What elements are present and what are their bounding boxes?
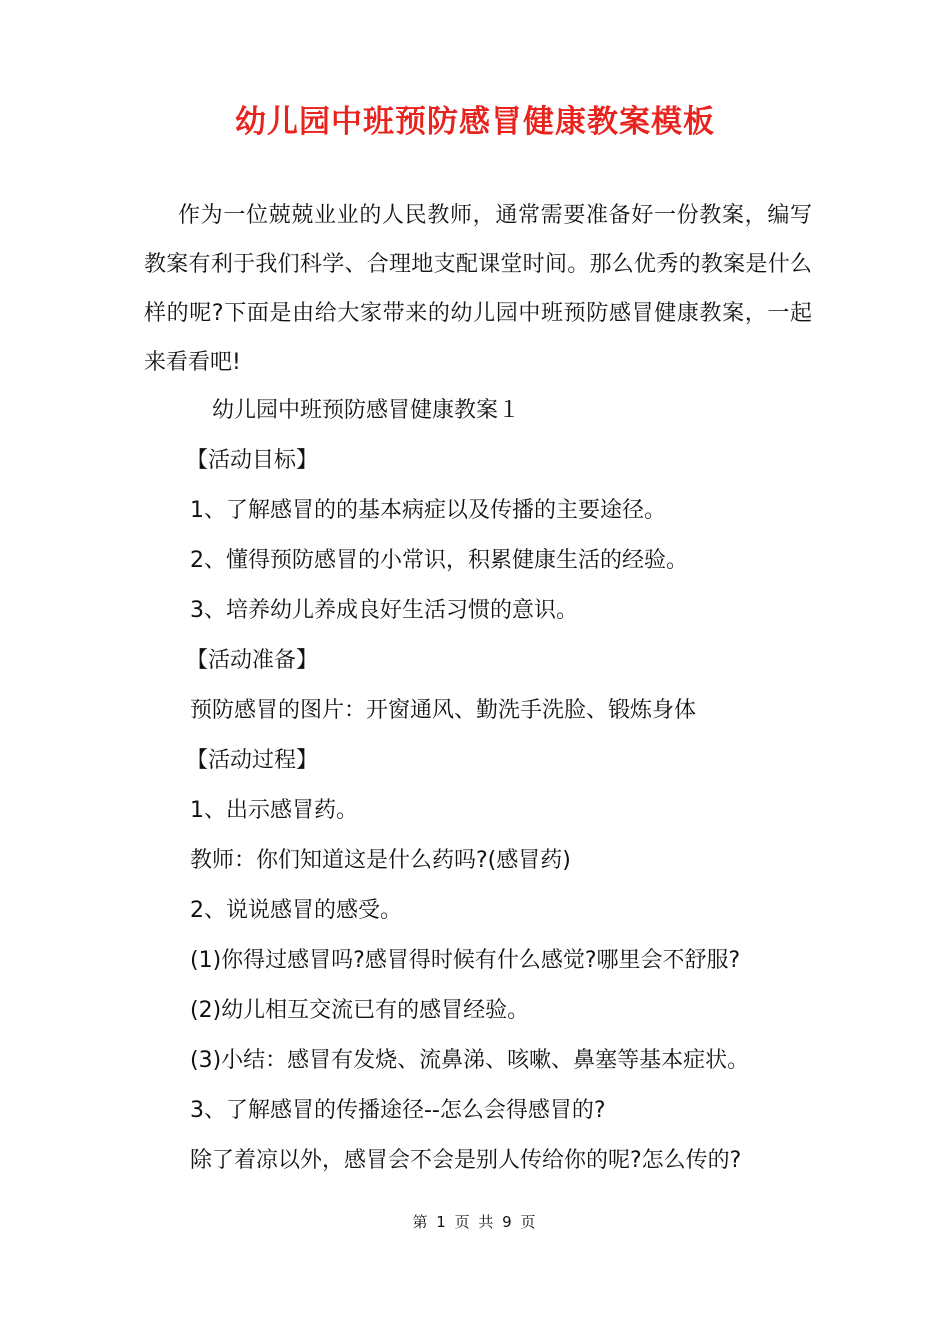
goal-item-3: 3、培养幼儿养成良好生活习惯的意识。 (190, 598, 578, 623)
section-heading-process: 【活动过程】 (186, 748, 319, 773)
page-number-footer: 第 1 页 共 9 页 (412, 1213, 538, 1231)
document-title: 幼儿园中班预防感冒健康教案模板 (235, 104, 715, 140)
process-step-3: 3、了解感冒的传播途径--怎么会得感冒的? (190, 1098, 606, 1123)
section-heading-goals: 【活动目标】 (186, 448, 319, 473)
process-substep-1: (1)你得过感冒吗?感冒得时候有什么感觉?哪里会不舒服? (190, 948, 741, 973)
section-heading-preparation: 【活动准备】 (186, 648, 319, 673)
goal-item-1: 1、了解感冒的的基本病症以及传播的主要途径。 (190, 498, 666, 523)
lesson-subtitle: 幼儿园中班预防感冒健康教案１ (212, 398, 521, 423)
process-step-1: 1、出示感冒药。 (190, 798, 358, 823)
goal-item-2: 2、懂得预防感冒的小常识，积累健康生活的经验。 (190, 548, 688, 573)
teacher-question: 教师：你们知道这是什么药吗?(感冒药) (190, 848, 571, 873)
process-substep-2: (2)幼儿相互交流已有的感冒经验。 (190, 998, 530, 1023)
intro-paragraph: 作为一位兢兢业业的人民教师，通常需要准备好一份教案，编写教案有利于我们科学、合理地支配课堂时间。那么优秀的教案是什么样的呢?下面是由给大家带来的幼儿园中班预防感冒健康教案，一起来看看吧! (144, 203, 812, 375)
process-step-2: 2、说说感冒的感受。 (190, 898, 402, 923)
preparation-text: 预防感冒的图片：开窗通风、勤洗手洗脸、锻炼身体 (190, 698, 697, 723)
process-substep-3: (3)小结：感冒有发烧、流鼻涕、咳嗽、鼻塞等基本症状。 (190, 1048, 750, 1073)
process-step-3-text: 除了着凉以外，感冒会不会是别人传给你的呢?怎么传的? (190, 1148, 742, 1173)
